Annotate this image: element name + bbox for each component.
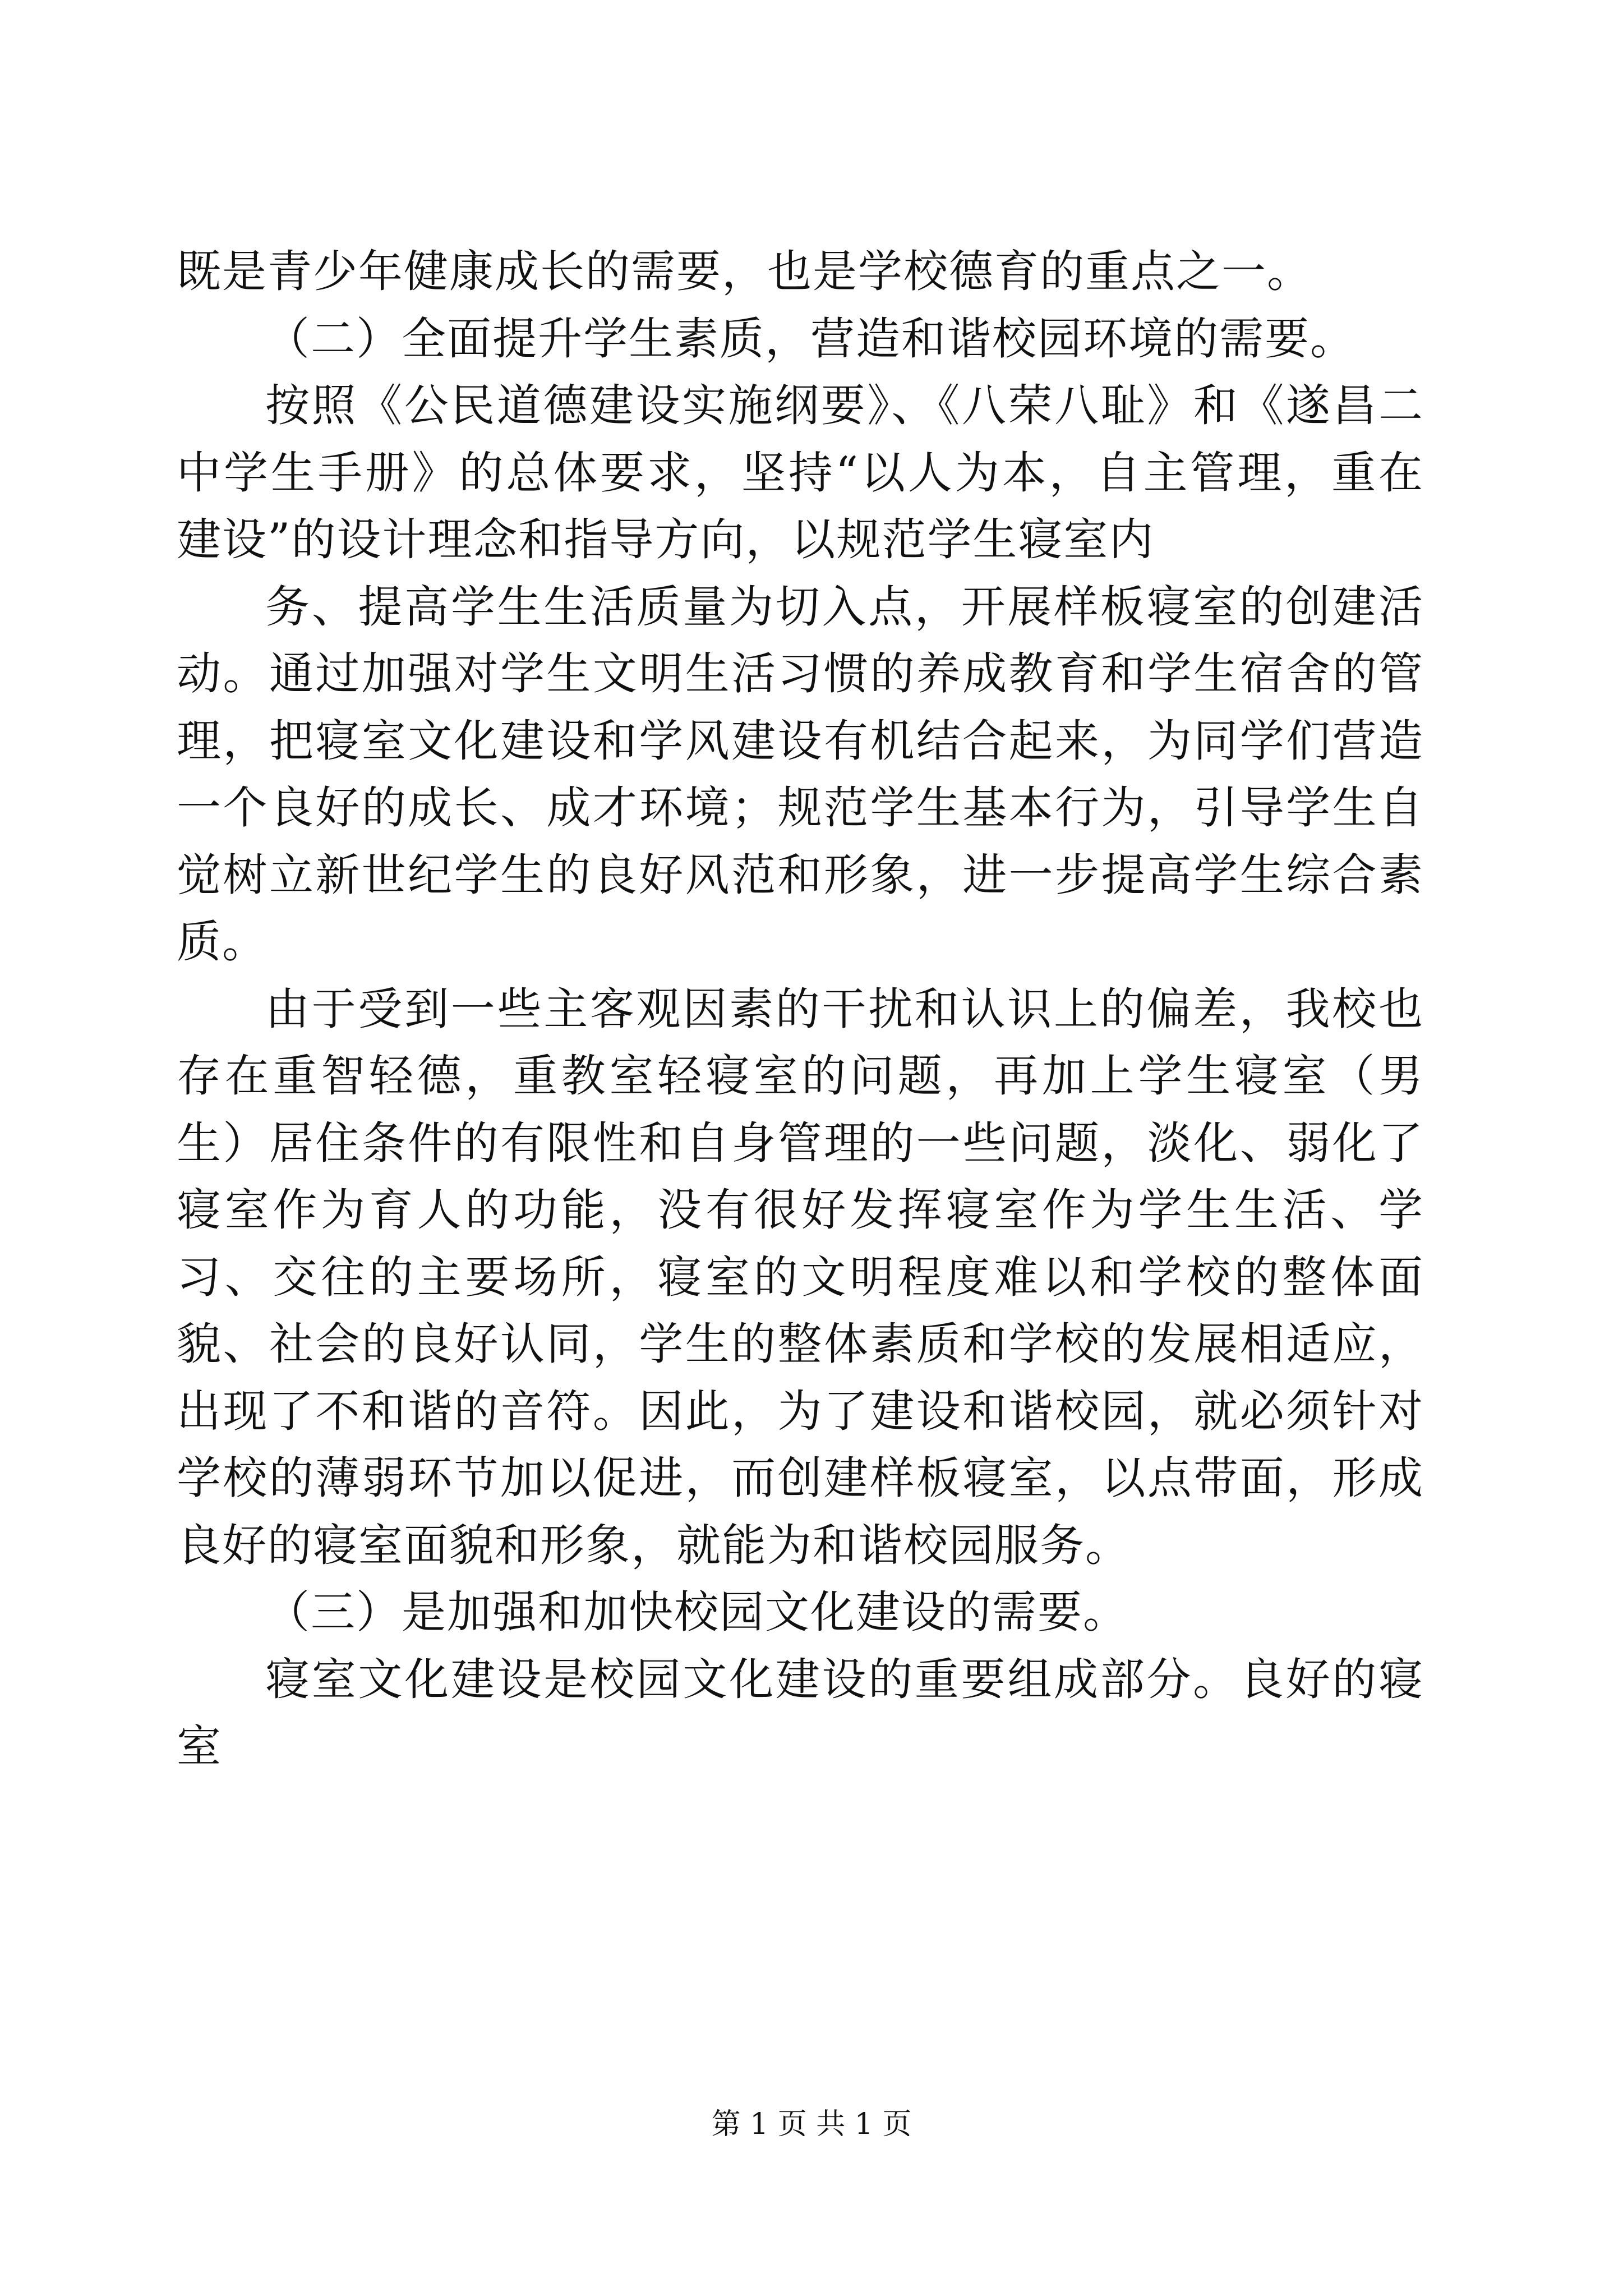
paragraph-3: 按照《公民道德建设实施纲要》、《八荣八耻》和《遂昌二中学生手册》的总体要求，坚持“以人为本，自主管理，重在建设”的设计理念和指导方向，以规范学生寝室内 <box>177 380 1424 565</box>
paragraph-1: 既是青少年健康成长的需要，也是学校德育的重点之一。 <box>177 246 1312 297</box>
paragraph-7: 寝室文化建设是校园文化建设的重要组成部分。良好的寝室 <box>177 1653 1424 1772</box>
paragraph-5: 由于受到一些主客观因素的干扰和认识上的偏差，我校也存在重智轻德，重教室轻寝室的问题，再加上学生寝室（男生）居住条件的有限性和自身管理的一些问题，淡化、弱化了寝室作为育人的功能，没有很好发挥寝室作为学生生活、学习、交往的主要场所，寝室的文明程度难以和学校的整体面貌、社会的良好认同，学生的整体素质和学校的发展相适应，出现了不和谐的音符。因此，为了建设和谐校园，就必须针对学校的薄弱环节加以促进，而创建样板寝室，以点带面，形成良好的寝室面貌和形象，就能为和谐校园服务。 <box>177 983 1424 1571</box>
section-heading-3: （三）是加强和加快校园文化建设的需要。 <box>265 1586 1128 1638</box>
paragraph-4: 务、提高学生生活质量为切入点，开展样板寝室的创建活动。通过加强对学生文明生活习惯的养成教育和学生宿舍的管理，把寝室文化建设和学风建设有机结合起来，为同学们营造一个良好的成长、成才环境；规范学生基本行为，引导学生自觉树立新世纪学生的良好风范和形象，进一步提高学生综合素质。 <box>177 581 1424 968</box>
document-body <box>177 238 1424 1780</box>
page-number-footer: 第 1 页 共 1 页 <box>711 2108 912 2141</box>
section-heading-2: （二）全面提升学生素质，营造和谐校园环境的需要。 <box>265 312 1355 365</box>
